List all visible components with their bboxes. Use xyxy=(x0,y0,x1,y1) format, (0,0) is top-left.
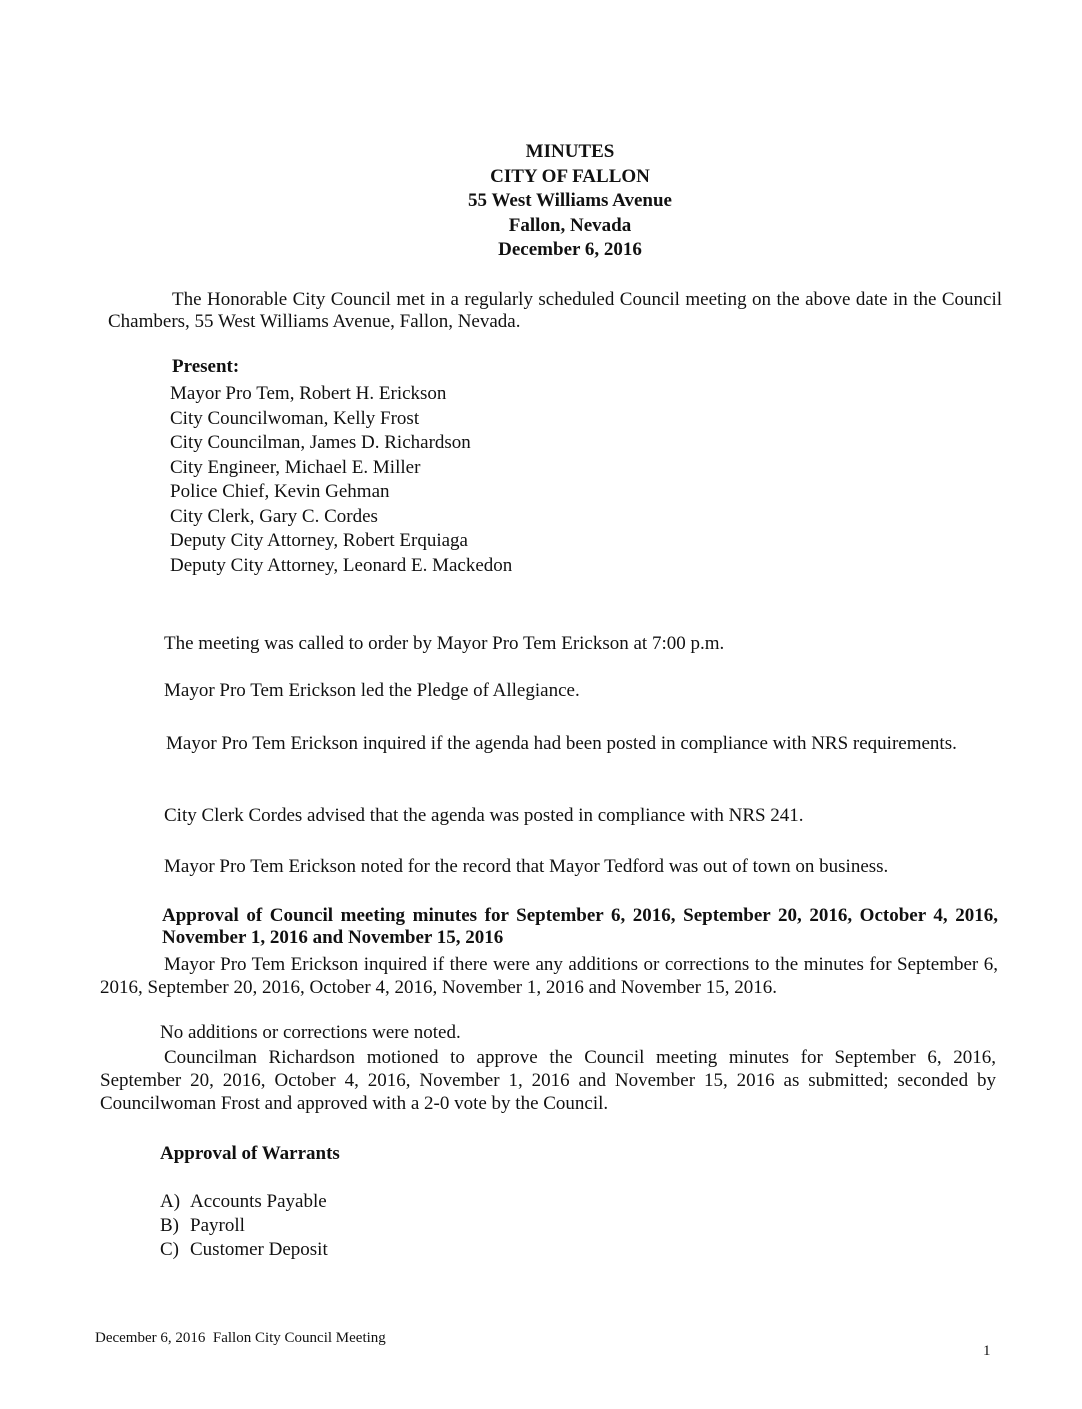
header-address: 55 West Williams Avenue xyxy=(468,190,672,212)
list-item-label: Accounts Payable xyxy=(190,1191,327,1212)
motion-text: Councilman Richardson motioned to approve the Council meeting minutes for September 6, 2016, September 20, 2016, October 4, 2016, November 1, 2016 and November 15, 2016 as submitted; seconded by Councilwoman Frost and approved with a 2-0 vote by the Council. xyxy=(100,1047,996,1114)
list-item xyxy=(160,1238,328,1262)
present-member: Deputy City Attorney, Robert Erquiaga xyxy=(170,530,468,551)
list-item xyxy=(160,1214,328,1238)
agenda-inquiry-text: Mayor Pro Tem Erickson inquired if the agenda had been posted in compliance with NRS requirements. xyxy=(166,733,957,754)
pledge-text: Mayor Pro Tem Erickson led the Pledge of Allegiance. xyxy=(164,680,580,701)
present-member: Deputy City Attorney, Leonard E. Mackedon xyxy=(170,554,513,576)
list-item xyxy=(160,1190,328,1214)
list-item-marker: B) xyxy=(160,1215,179,1236)
warrants-list xyxy=(160,1190,328,1262)
mayor-absent-text: Mayor Pro Tem Erickson noted for the record that Mayor Tedford was out of town on business. xyxy=(164,856,889,877)
none-noted-text: No additions or corrections were noted. xyxy=(160,1022,461,1043)
header-date: December 6, 2016 xyxy=(498,239,642,261)
document-header xyxy=(0,140,1082,263)
list-item-marker: C) xyxy=(160,1239,179,1260)
intro-paragraph: The Honorable City Council met in a regularly scheduled Council meeting on the above date in the Council Chambers, 55 West Williams Avenue, Fallon, Nevada. xyxy=(108,289,1002,332)
header-location: Fallon, Nevada xyxy=(508,214,632,236)
warrants-heading: Approval of Warrants xyxy=(160,1143,340,1164)
present-list xyxy=(170,382,512,578)
list-item-label: Payroll xyxy=(190,1215,245,1236)
minutes-approval-heading: Approval of Council meeting minutes for September 6, 2016, September 20, 2016, October 4, 2016, November 1, 2016 and November 15, 2016 xyxy=(162,905,998,948)
present-member: City Councilman, James D. Richardson xyxy=(170,432,471,453)
present-member: Mayor Pro Tem, Robert H. Erickson xyxy=(170,383,447,404)
call-to-order-text: The meeting was called to order by Mayor Pro Tem Erickson at 7:00 p.m. xyxy=(164,633,725,654)
agenda-posted-text: City Clerk Cordes advised that the agenda was posted in compliance with NRS 241. xyxy=(164,805,804,826)
header-city: CITY OF FALLON xyxy=(490,165,650,187)
minutes-inquiry-text: Mayor Pro Tem Erickson inquired if there were any additions or corrections to the minutes for September 6, 2016, September 20, 2016, October 4, 2016, November 1, 2016 and November 15, 2016. xyxy=(100,954,998,998)
present-member: City Engineer, Michael E. Miller xyxy=(170,456,421,478)
present-member: City Councilwoman, Kelly Frost xyxy=(170,407,420,429)
present-member: City Clerk, Gary C. Cordes xyxy=(170,505,378,527)
header-title: MINUTES xyxy=(525,141,615,162)
page-number: 1 xyxy=(983,1343,991,1359)
present-heading: Present: xyxy=(172,356,240,377)
page-footer: December 6, 2016 Fallon City Council Meeting xyxy=(95,1330,386,1346)
present-member: Police Chief, Kevin Gehman xyxy=(170,481,390,502)
list-item-label: Customer Deposit xyxy=(190,1239,328,1260)
list-item-marker: A) xyxy=(160,1191,181,1212)
